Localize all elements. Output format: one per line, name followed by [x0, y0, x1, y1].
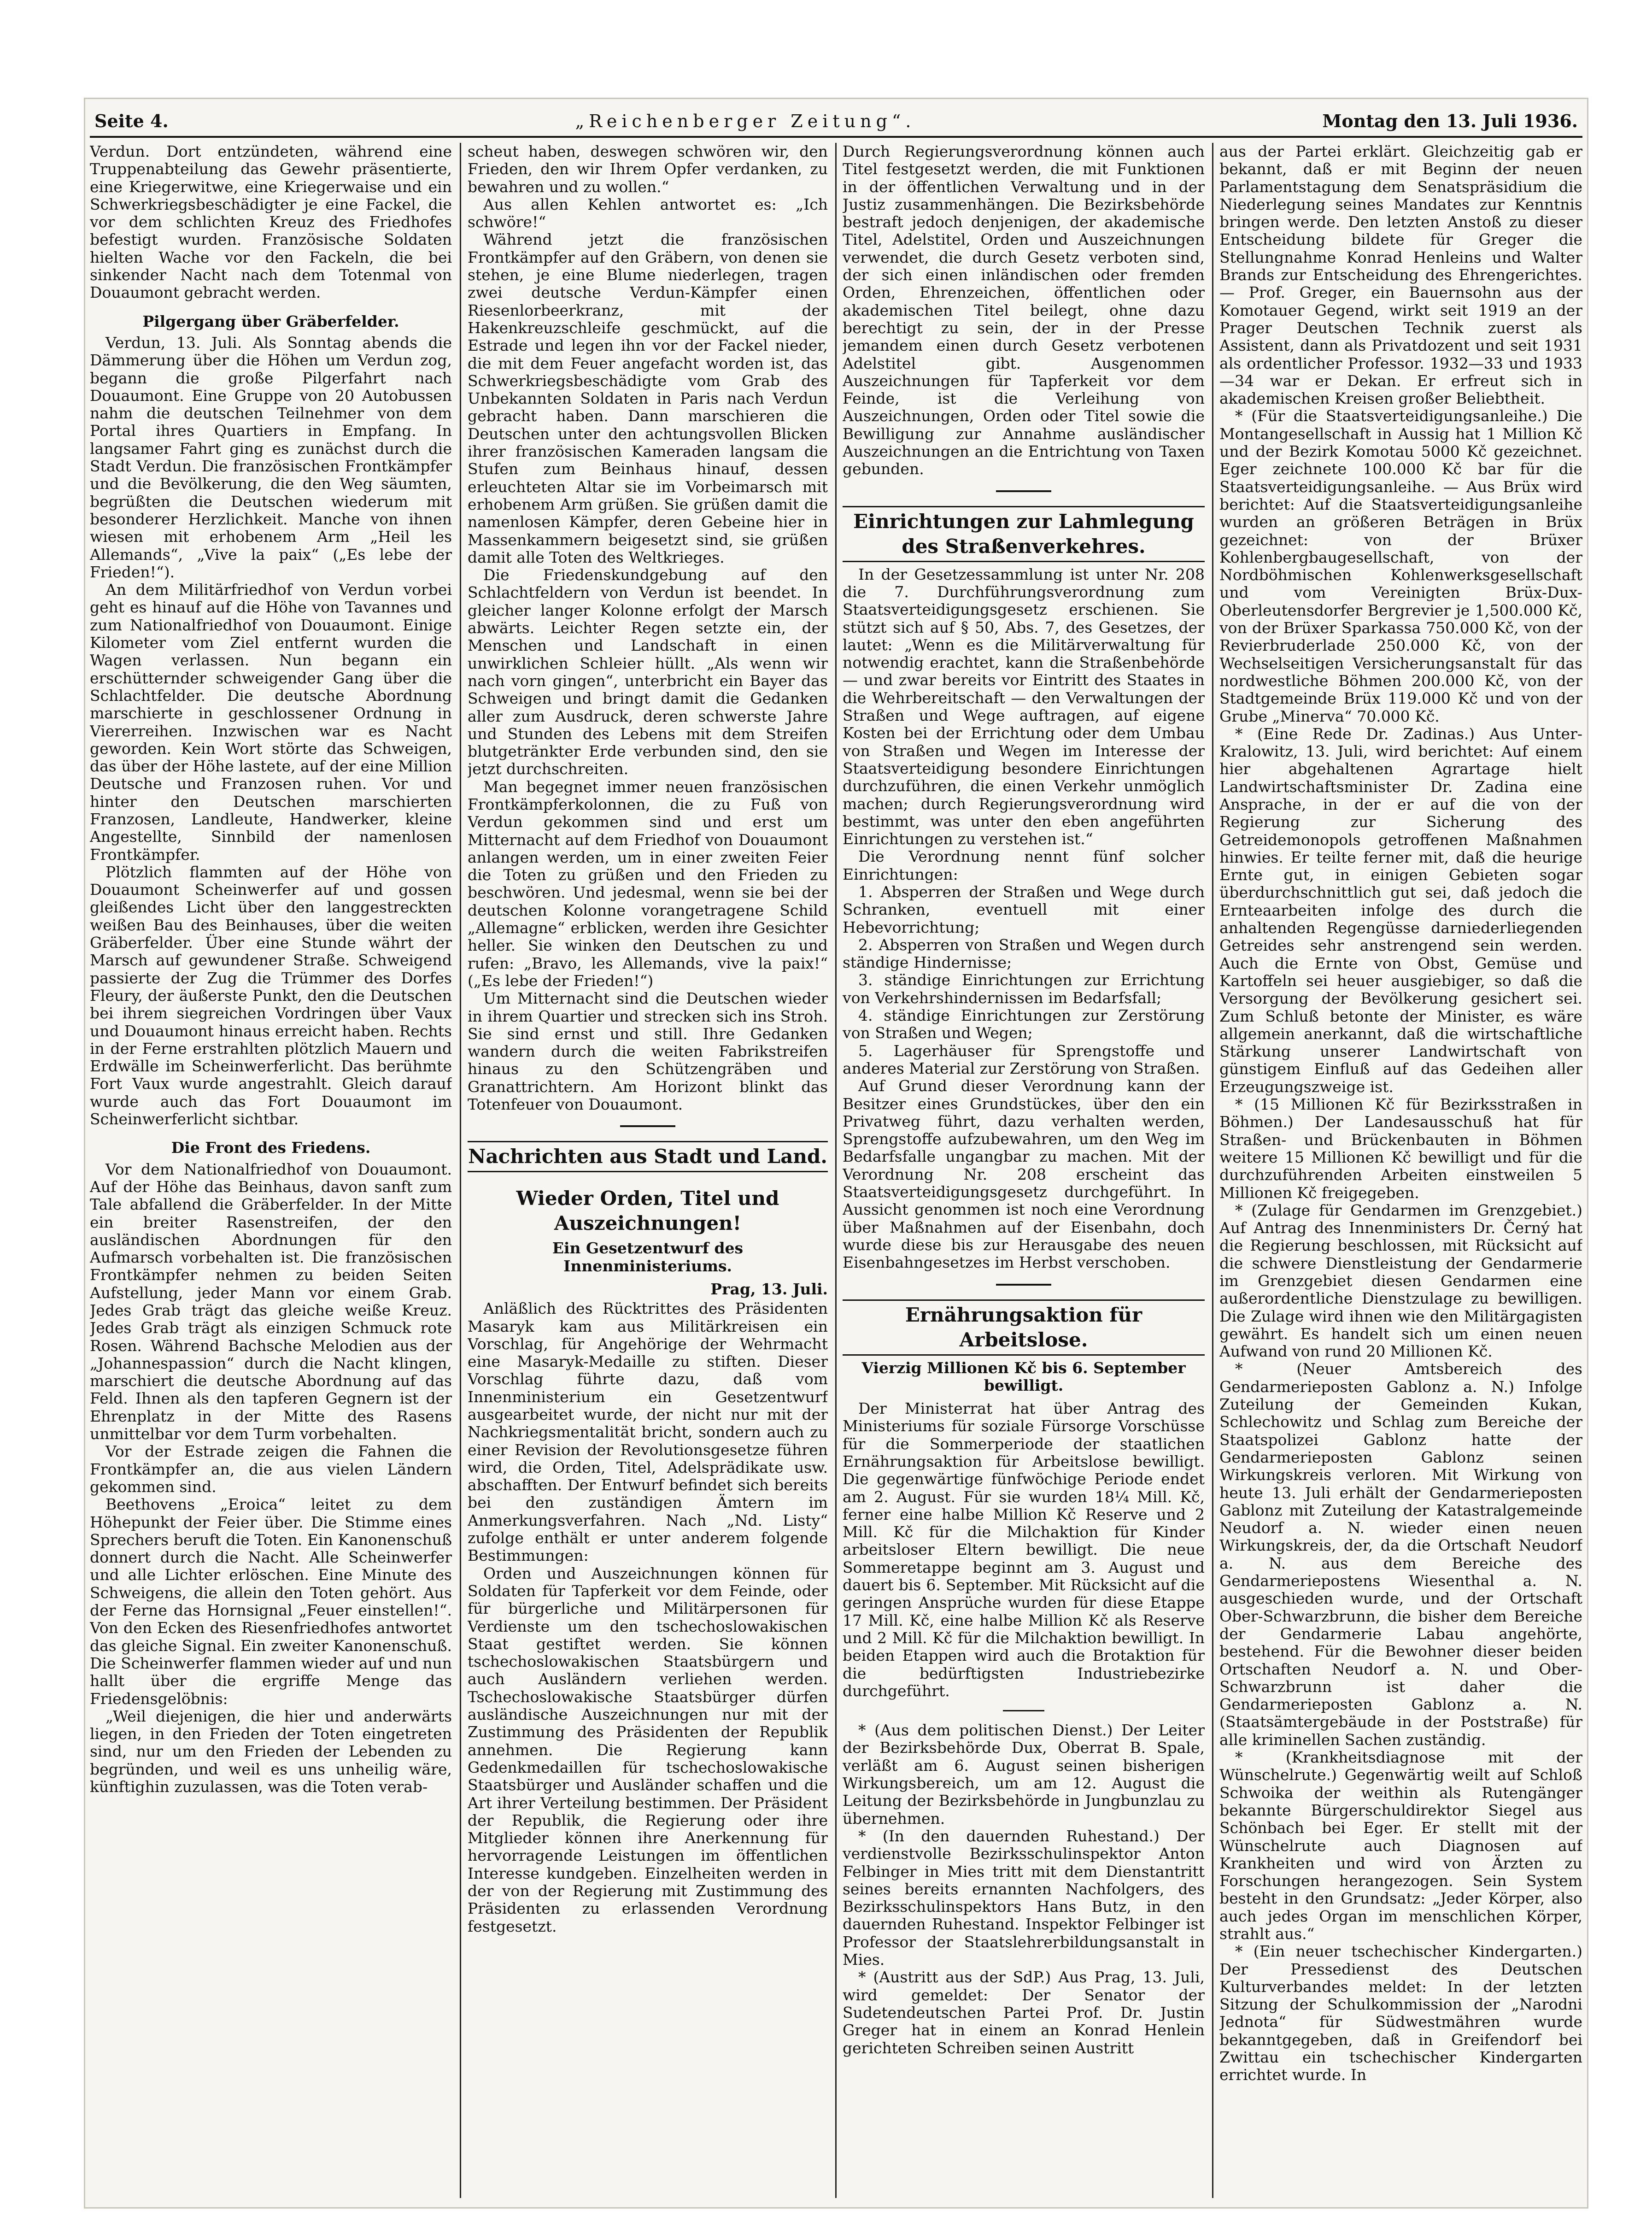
section-divider	[996, 490, 1051, 492]
article-paragraph: Der Ministerrat hat über Antrag des Ministeriums für soziale Fürsorge Vorschüsse für die Sommerperiode der staatlichen Ernährungsaktion für Arbeitslose bewilligt. Die gegenwärtige fünfwöchige Periode endet am 2. August. Für sie wurden 18¼ Mill. Kč, ferner eine halbe Million Kč Reserve und 2 Mill. Kč für die Milchaktion für Kinder arbeitsloser Eltern bewilligt. Die neue Sommeretappe beginnt am 3. August und dauert bis 6. September. Mit Rücksicht auf die geringen Ansprüche wurden für diese Etappe 17 Mill. Kč, eine halbe Million Kč als Reserve und 2 Mill. Kč für die Milchaktion bewilligt. In beiden Etappen wird auch die Brotaktion für die bedürftigsten Industriebezirke durchgeführt.	[843, 1399, 1205, 1700]
article-headline: Einrichtungen zur Lahmlegung des Straßenverkehres.	[843, 506, 1205, 562]
article-paragraph: * (In den dauernden Ruhestand.) Der verdienstvolle Bezirksschulinspektor Anton Felbinger in Mies tritt mit dem Dienstantritt seines bereits ernannten Nachfolgers, des Bezirksschulinspektors Hans Butz, in den dauernden Ruhestand. Inspektor Felbinger ist Professor der Staatslehrerbildungsanstalt in Mies.	[843, 1827, 1205, 1969]
article-headline: Ernährungsaktion für Arbeitslose.	[843, 1299, 1205, 1356]
article-paragraph: * (Austritt aus der SdP.) Aus Prag, 13. Juli, wird gemeldet: Der Senator der Sudetendeutschen Partei Prof. Dr. Justin Greger hat in einem an Konrad Henlein gerichteten Schreiben seinen Austritt	[843, 1968, 1205, 2057]
article-headline: Nachrichten aus Stadt und Land.	[468, 1141, 828, 1172]
section-subheading: Die Front des Friedens.	[171, 1139, 371, 1157]
article-paragraph: Vor der Estrade zeigen die Fahnen die Frontkämpfer an, die aus vielen Ländern gekommen sind.	[90, 1442, 452, 1496]
section-divider	[620, 1125, 675, 1127]
article-paragraph: * (Ein neuer tschechischer Kindergarten.) Der Pressedienst des Deutschen Kulturverbandes meldet: In der letzten Sitzung der Schulkommission der „Narodni Jednota“ für Südwestmähren wurde bekanntgegeben, daß in Greifendorf bei Zwittau ein tschechischer Kindergarten errichtet wurde. In	[1219, 1942, 1582, 2084]
article-paragraph: 5. Lagerhäuser für Sprengstoffe und anderes Material zur Zerstörung von Straßen.	[843, 1041, 1205, 1077]
article-paragraph: Beethovens „Eroica“ leitet zu dem Höhepunkt der Feier über. Die Stimme eines Sprechers beruft die Toten. Ein Kanonenschuß donnert durch die Nacht. Alle Scheinwerfer und alle Lichter erlöschen. Eine Minute des Schweigens, die allein den Toten gehört. Aus der Ferne das Hornsignal „Feuer einstellen!“. Von den Ecken des Riesenfriedhofes antwortet das gleiche Signal. Ein zweiter Kanonenschuß. Die Scheinwerfer flammen wieder auf und nun hallt über die ergriffe Menge das Friedensgelöbnis:	[90, 1495, 452, 1708]
dateline: Prag, 13. Juli.	[710, 1280, 828, 1298]
article-paragraph: Um Mitternacht sind die Deutschen wieder in ihrem Quartier und strecken sich ins Stroh. Sie sind ernst und still. Ihre Gedanken wandern durch die weiten Fabrikstreifen hinaus zu den Schützengräben und Granattrichtern. Am Horizont blinkt das Totenfeuer von Douaumont.	[468, 989, 828, 1114]
article-subheadline: Ein Gesetzentwurf des Innenministeriums.	[552, 1239, 744, 1275]
article-paragraph: 4. ständige Einrichtungen zur Zerstörung von Straßen und Wegen;	[843, 1006, 1205, 1042]
column-1	[90, 143, 452, 2200]
article-paragraph: Durch Regierungsverordnung können auch Titel festgesetzt werden, die mit Funktionen in der öffentlichen Verwaltung und in der Justiz zusammenhängen. Die Bezirksbehörde bestraft jedoch denjenigen, der akademische Titel, Adelstitel, Orden und Auszeichnungen verwendet, die durch Gesetz verboten sind, der sich einen inländischen oder fremden Orden, Ehrenzeichen, öffentlichen oder akademischen Titel beilegt, ohne dazu berechtigt zu sein, der in der Presse jemandem einen durch Gesetz verbotenen Adelstitel gibt. Ausgenommen Auszeichnungen für Tapferkeit vor dem Feinde, ist die Verleihung von Auszeichnungen, Orden oder Titel sowie die Bewilligung zur Annahme ausländischer Auszeichnungen an die Entrichtung von Taxen gebunden.	[843, 143, 1205, 478]
article-paragraph: scheut haben, deswegen schwören wir, den Frieden, den wir Ihrem Opfer verdanken, zu bewahren und zu wollen.“	[468, 143, 828, 196]
article-paragraph: Vor dem Nationalfriedhof von Douaumont. Auf der Höhe das Beinhaus, davon sanft zum Tale abfallend die Gräberfelder. In der Mitte ein breiter Rasenstreifen, der den ausländischen Abordnungen für den Aufmarsch vorbehalten ist. Die französischen Frontkämpfer nehmen zu beiden Seiten Aufstellung, jeder Mann vor einem Grab. Jedes Grab trägt das gleiche weiße Kreuz. Jedes Grab trägt als einzigen Schmuck rote Rosen. Während Bachsche Melodien aus der „Johannespassion“ durch die Nacht klingen, marschiert die deutsche Abordnung auf das Feld. Ihnen als den tapferen Gegnern ist der Ehrenplatz in der Mitte des Rasens unmittelbar vor dem Turm vorbehalten.	[90, 1160, 452, 1443]
column-rule	[835, 143, 837, 2198]
article-paragraph: „Weil diejenigen, die hier und anderwärts liegen, in den Frieden der Toten eingetreten sind, nur um den Frieden der Lebenden zu begründen, und weil es uns unheilig wäre, künftighin zuzulassen, was die Toten verab-	[90, 1707, 452, 1796]
column-4	[1219, 143, 1582, 2200]
newspaper-title: „Reichenberger Zeitung“.	[575, 111, 916, 131]
article-paragraph: Aus allen Kehlen antwortet es: „Ich schwöre!“	[468, 195, 828, 231]
newspaper-page	[85, 99, 1587, 2207]
article-paragraph: Verdun. Dort entzündeten, während eine Truppenabteilung das Gewehr präsentierte, eine Kriegerwitwe, eine Kriegerwaise und ein Schwerkriegsbeschädigter je eine Fackel, die vor dem schlichten Kreuz des Friedhofes befestigt wurden. Französische Soldaten hielten Wache vor den Fackeln, die bei sinkender Nacht nach dem Totenmal von Douaumont gebracht werden.	[90, 143, 452, 302]
article-paragraph: Plötzlich flammten auf der Höhe von Douaumont Scheinwerfer auf und gossen gleißendes Licht über den langgestreckten weißen Bau des Beinhauses, über die weiten Gräberfelder. Über eine Stunde währt der Marsch auf gewundener Straße. Schweigend passierte der Zug die Trümmer des Dorfes Fleury, der äußerste Punkt, den die Deutschen bei ihrem siegreichen Vordringen über Vaux und Douaumont hinaus erreicht haben. Rechts in der Ferne erstrahlten plötzlich Mauern und Erdwälle im Scheinwerferlicht. Das berühmte Fort Vaux wurde angestrahlt. Gleich darauf wurde auch das Fort Douaumont im Scheinwerferlicht sichtbar.	[90, 863, 452, 1128]
column-rule	[1212, 143, 1213, 2198]
column-rule	[460, 143, 461, 2198]
article-paragraph: * (Krankheitsdiagnose mit der Wünschelrute.) Gegenwärtig weilt auf Schloß Schwoika der weithin als Rutengänger bekannte Bürgerschuldirektor Siegel aus Schönbach bei Eger. Er stellt mit der Wünschelrute auch Diagnosen auf Krankheiten und wird von Ärzten zu Forschungen herangezogen. Sein System besteht in den Grundsatz: „Jeder Körper, also auch jedes Organ im menschlichen Körper, strahlt aus.“	[1219, 1748, 1582, 1943]
section-divider	[996, 1284, 1051, 1286]
article-paragraph: * (Eine Rede Dr. Zadinas.) Aus Unter-Kralowitz, 13. Juli, wird berichtet: Auf einem hier abgehaltenen Agrartage hielt Landwirtschaftsminister Dr. Zadina eine Ansprache, in der er auf die von der Regierung zur Sicherung des Getreidemonopols getroffenen Maßnahmen hinwies. Er teilte ferner mit, daß die heurige Ernte gut, in einigen Gebieten sogar überdurchschnittlich gut sei, daß jedoch die Ernteaarbeiten infolge des durch die anhaltenden Regengüsse darniederliegenden Getreides sehr anstrengend sein werden. Auch die Ernte von Obst, Gemüse und Kartoffeln sei heuer ausgiebiger, so daß die Versorgung der Bevölkerung gesichert sei. Zum Schluß betonte der Minister, es wäre allgemein anerkannt, daß die wirtschaftliche Stärkung unserer Landwirtschaft von günstigem Einfluß auf das Gedeihen aller Erzeugungszweige ist.	[1219, 724, 1582, 1096]
article-paragraph: aus der Partei erklärt. Gleichzeitig gab er bekannt, daß er mit Beginn der neuen Parlamentstagung dem Senatspräsidium die Niederlegung seines Mandates zur Kenntnis bringen werde. Den letzten Anstoß zu dieser Entscheidung bildete für Greger die Stellungnahme Konrad Henleins und Walter Brands zur Entscheidung des Ehrengerichtes. — Prof. Greger, ein Bauernsohn aus der Komotauer Gegend, wirkt seit 1919 an der Prager Deutschen Technik zuerst als Assistent, dann als Privatdozent und seit 1931 als ordentlicher Professor. 1932—33 und 1933—34 war er Dekan. Er erfreut sich in akademischen Kreisen großer Beliebtheit.	[1219, 143, 1582, 408]
article-paragraph: * (Für die Staatsverteidigungsanleihe.) Die Montangesellschaft in Aussig hat 1 Million Kč und der Bezirk Komotau 5000 Kč gezeichnet. Eger zeichnete 100.000 Kč bar für die Staatsverteidigungsanleihe. — Aus Brüx wird berichtet: Auf die Staatsverteidigungsanleihe wurden an größeren Beträgen in Brüx gezeichnet: von der Brüxer Kohlenbergbaugesellschaft, von der Nordböhmischen Kohlenwerksgesellschaft und vom Vereinigten Brüx-Dux-Oberleutensdorfer Bergrevier je 1,500.000 Kč, von der Brüxer Sparkassa 750.000 Kč, von der Revierbruderlade 250.000 Kč, von der Wechselseitigen Versicherungsanstalt für das nordwestliche Böhmen 200.000 Kč, von der Stadtgemeinde Brüx 119.000 Kč und von der Grube „Minerva“ 70.000 Kč.	[1219, 407, 1582, 725]
article-paragraph: Auf Grund dieser Verordnung kann der Besitzer eines Grundstückes, über den ein Privatweg führt, dazu verhalten werden, Sprengstoffe aufzubewahren, um den Weg im Bedarfsfalle ungangbar zu machen. Mit der Verordnung Nr. 208 erscheint das Staatsverteidigungsgesetz durchgeführt. In Aussicht genommen ist noch eine Verordnung über Maßnahmen auf der Eisenbahn, doch wurde diese bis zur Herausgabe des neuen Eisenbahngesetzes im Herbst verschoben.	[843, 1077, 1205, 1272]
column-3	[843, 143, 1205, 2200]
article-paragraph: An dem Militärfriedhof von Verdun vorbei geht es hinauf auf die Höhe von Tavannes und zum Nationalfriedhof von Douaumont. Einige Kilometer vom Ziel entfernt wurden die Wagen verlassen. Nun begann ein erschütternder schweigender Gang über die Schlachtfelder. Die deutsche Abordnung marschierte in geschlossener Ordnung in Viererreihen. Inzwischen war es Nacht geworden. Kein Wort störte das Schweigen, das über der Höhe lastete, auf der eine Million Deutsche und Franzosen ruhen. Vor und hinter den Deutschen marschierten Franzosen, Landleute, Handwerker, kleine Angestellte, Sinnbild der namenlosen Frontkämpfer.	[90, 581, 452, 864]
article-paragraph: Anläßlich des Rücktrittes des Präsidenten Masaryk kam aus Militärkreisen ein Vorschlag, für Angehörige der Wehrmacht eine Masaryk-Medaille zu stiften. Dieser Vorschlag führte dazu, daß vom Innenministerium ein Gesetzentwurf ausgearbeitet wurde, der nicht nur mit der Nachkriegsmentalität bricht, sondern auch zu einer Revision der Revolutionsgesetze führen wird, die Orden, Titel, Adelsprädikate usw. abschafften. Der Entwurf befindet sich bereits bei den zuständigen Ämtern im Anmerkungsverfahren. Nach „Nd. Listy“ zufolge enthält er unter anderem folgende Bestimmungen:	[468, 1299, 828, 1565]
article-paragraph: Während jetzt die französischen Frontkämpfer auf den Gräbern, von denen sie stehen, je eine Blume niederlegen, tragen zwei deutsche Verdun-Kämpfer einen Riesenlorbeerkranz, mit der Hakenkreuzschleife geschmückt, auf die Estrade und legen ihn vor der Fackel nieder, die mit dem Feuer angefacht worden ist, das Schwerkriegsbeschädigte vom Grab des Unbekannten Soldaten in Paris nach Verdun gebracht haben. Dann marschieren die Deutschen unter den achtungsvollen Blicken ihrer französischen Kameraden langsam die Stufen zum Beinhaus hinauf, dessen erleuchteten Altar sie im Vorbeimarsch mit erhobenem Arm grüßen. Sie grüßen damit die namenlosen Kämpfer, deren Gebeine hier in Massenkammern beigesetzt sind, sie grüßen damit alle Toten des Weltkrieges.	[468, 230, 828, 566]
article-paragraph: Die Friedenskundgebung auf den Schlachtfeldern von Verdun ist beendet. In gleicher langer Kolonne erfolgt der Marsch abwärts. Leichter Regen setzte ein, der Menschen und Landschaft in einen unwirklichen Schleier hüllt. „Als wenn wir nach vorn gingen“, unterbricht ein Bayer das Schweigen und bringt damit die Gedanken aller zum Ausdruck, deren schwerste Jahre und Stunden des Lebens mit dem Streifen blutgetränkter Erde verbunden sind, den sie jetzt durchschreiten.	[468, 566, 828, 778]
article-paragraph: * (Neuer Amtsbereich des Gendarmerieposten Gablonz a. N.) Infolge Zuteilung der Gemeinden Kukan, Schlechowitz und Schlag zum Bereiche der Staatspolizei Gablonz hatte der Gendarmerieposten Gablonz seinen Wirkungskreis verloren. Mit Wirkung von heute 13. Juli erhält der Gendarmerieposten Gablonz mit Zuteilung der Katastralgemeinde Neudorf a. N. wieder einen neuen Wirkungskreis, der, da die Ortschaft Neudorf a. N. aus dem Bereiche des Gendarmeriepostens Wiesenthal a. N. ausgeschieden wurde, und der Ortschaft Ober-Schwarzbrunn, die bisher dem Bereiche der Gendarmerie Labau angehörte, bestehend. Für die Bewohner dieser beiden Ortschaften Neudorf a. N. und Ober-Schwarzbrunn ist daher die Gendarmerieposten Gablonz a. N. (Staatsämtergebäude in der Poststraße) für alle kriminellen Sachen zuständig.	[1219, 1360, 1582, 1749]
article-paragraph: Orden und Auszeichnungen können für Soldaten für Tapferkeit vor dem Feinde, oder für bürgerliche und Militärpersonen für Verdienste um den tschechoslowakischen Staat gestiftet werden. Sie können tschechoslowakischen Staatsbürgern und auch Ausländern verliehen werden. Tschechoslowakische Staatsbürger dürfen ausländische Auszeichnungen nur mit der Zustimmung des Präsidenten der Republik annehmen. Die Regierung kann Gedenkmedaillen für tschechoslowakische Staatsbürger und Ausländer schaffen und die Art ihrer Verteilung bestimmen. Der Präsident der Republik, die Regierung oder ihre Mitglieder können ihre Anerkennung für hervorragende Leistungen im öffentlichen Interesse kundgeben. Einzelheiten werden in der von der Regierung mit Zustimmung des Präsidenten zu erlassenden Verordnung festgesetzt.	[468, 1564, 828, 1935]
article-paragraph: Man begegnet immer neuen französischen Frontkämpferkolonnen, die zu Fuß von Verdun gekommen sind und erst um Mitternacht auf dem Friedhof von Douaumont anlangen werden, um in einer zweiten Feier die Toten zu grüßen und den Frieden zu beschwören. Und jedesmal, wenn sie bei der deutschen Kolonne vorangetragene Schild „Allemagne“ erblicken, werden ihre Gesichter heller. Sie winken den Deutschen zu und rufen: „Bravo, les Allemands, vive la paix!“ („Es lebe der Frieden!“)	[468, 777, 828, 990]
article-paragraph: Die Verordnung nennt fünf solcher Einrichtungen:	[843, 847, 1205, 883]
article-paragraph: In der Gesetzessammlung ist unter Nr. 208 die 7. Durchführungsverordnung zum Staatsverteidigungsgesetz erschienen. Sie stützt sich auf § 50, Abs. 7, des Gesetzes, der lautet: „Wenn es die Militärverwaltung für notwendig erachtet, kann die Straßenbehörde — und zwar bereits vor Eintritt des Staates in die Wehrbereitschaft — den Verwaltungen der Straßen und Wege auftragen, auf eigene Kosten bei der Errichtung oder dem Umbau von Straßen und Wegen im Interesse der Staatsverteidigung besondere Einrichtungen durchzuführen, die einen Verkehr unmöglich machen; durch Regierungsverordnung wird bestimmt, was unter den eben angeführten Einrichtungen zu verstehen ist.“	[843, 565, 1205, 848]
section-subheading: Pilgergang über Gräberfelder.	[142, 312, 399, 330]
article-paragraph: 1. Absperren der Straßen und Wege durch Schranken, eventuell mit einer Hebevorrichtung;	[843, 882, 1205, 936]
page-number: Seite 4.	[94, 111, 169, 131]
article-paragraph: 3. ständige Einrichtungen zur Errichtung von Verkehrshindernissen im Bedarfsfall;	[843, 971, 1205, 1007]
item-divider	[1003, 1710, 1044, 1711]
article-headline: Wieder Orden, Titel und Auszeichnungen!	[516, 1187, 779, 1235]
issue-date: Montag den 13. Juli 1936.	[1322, 111, 1578, 131]
article-paragraph: Verdun, 13. Juli. Als Sonntag abends die Dämmerung über die Höhen um Verdun zog, begann die große Pilgerfahrt nach Douaumont. Eine Gruppe von 20 Autobussen nahm die deutschen Teilnehmer von dem Portal ihres Quartiers in Empfang. In langsamer Fahrt ging es zunächst durch die Stadt Verdun. Die französischen Frontkämpfer und die Bevölkerung, die den Weg säumten, begrüßten die Deutschen wiederum mit besonderer Herzlichkeit. Manche von ihnen wiesen mit erhobenem Arm „Heil les Allemands“, „Vive la paix“ („Es lebe der Frieden!“).	[90, 333, 452, 581]
article-paragraph: * (15 Millionen Kč für Bezirksstraßen in Böhmen.) Der Landesausschuß hat für Straßen- und Brückenbauten in Böhmen weitere 15 Millionen Kč bewilligt und für die durchzuführenden Arbeiten einstweilen 5 Millionen Kč freigegeben.	[1219, 1095, 1582, 1202]
column-2	[468, 143, 828, 2200]
article-subheadline: Vierzig Millionen Kč bis 6. September bewilligt.	[861, 1358, 1186, 1394]
article-paragraph: 2. Absperren von Straßen und Wegen durch ständige Hindernisse;	[843, 935, 1205, 972]
article-paragraph: * (Aus dem politischen Dienst.) Der Leiter der Bezirksbehörde Dux, Oberrat B. Spale, verläßt am 6. August seinen bisherigen Wirkungsbereich, um am 12. August die Leitung der Bezirksbehörde in Jungbunzlau zu übernehmen.	[843, 1721, 1205, 1828]
running-head	[94, 105, 1578, 131]
header-rule	[90, 136, 1582, 138]
article-paragraph: * (Zulage für Gendarmen im Grenzgebiet.) Auf Antrag des Innenministers Dr. Černý hat die Regierung beschlossen, mit Rücksicht auf die schwere Dienstleistung der Gendarmerie im Grenzgebiet diesen Gendarmen eine außerordentliche Dienstzulage zu bewilligen. Die Zulage wird ihnen wie den Militärgagisten gewährt. Es handelt sich um einen neuen Aufwand von rund 20 Millionen Kč.	[1219, 1201, 1582, 1361]
